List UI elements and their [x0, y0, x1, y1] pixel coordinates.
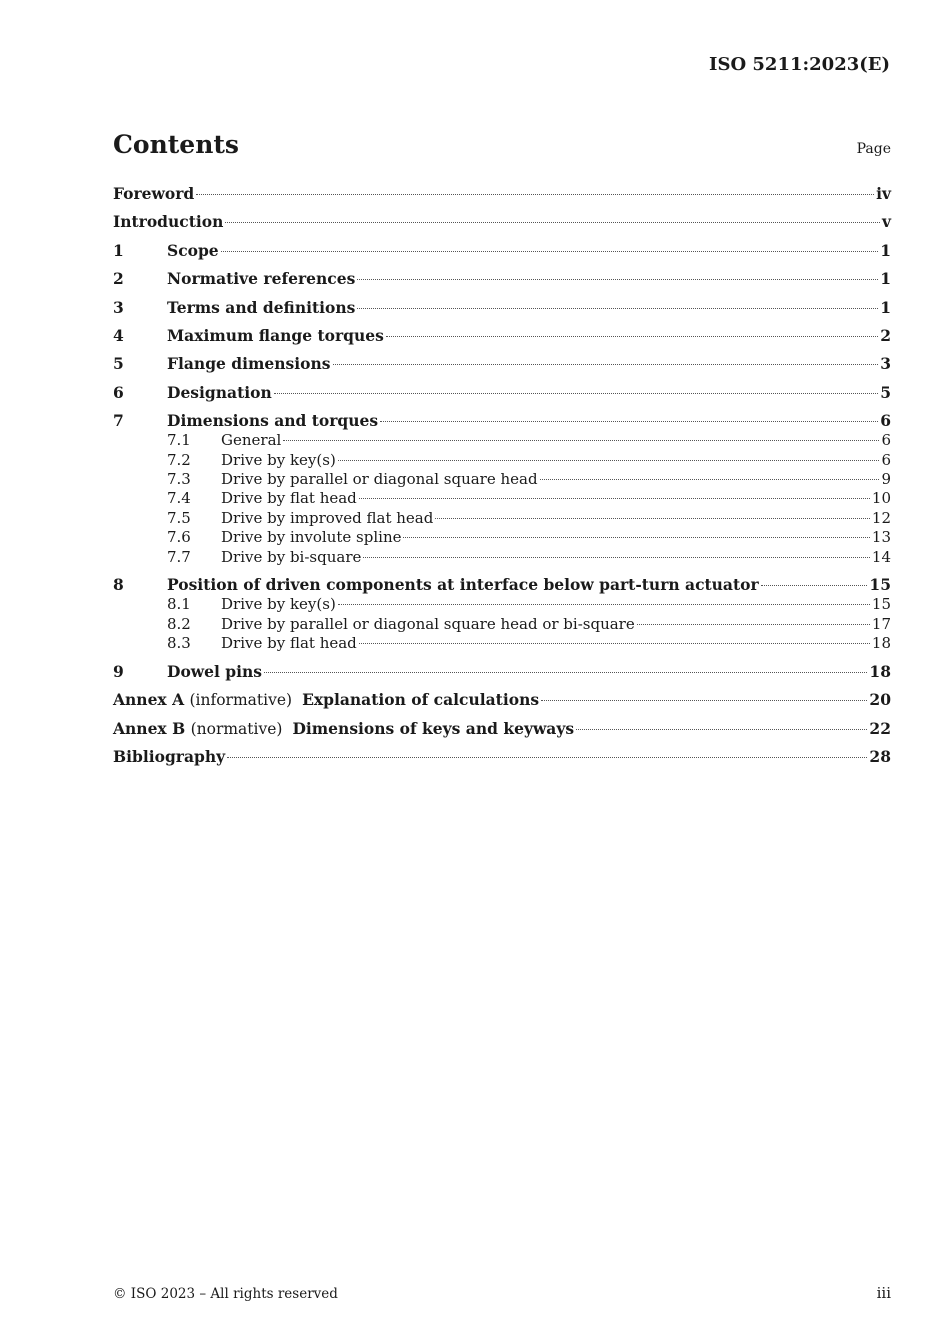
toc-title: Maximum flange torques [167, 325, 384, 345]
toc-page: 18 [869, 661, 891, 681]
table-of-contents [113, 184, 891, 767]
dot-leader [225, 222, 880, 223]
toc-entry-7-2[interactable] [113, 451, 891, 470]
toc-page: 6 [881, 431, 891, 450]
annex-type: (informative) [189, 691, 293, 710]
toc-page: 20 [869, 690, 891, 710]
toc-title: Dowel pins [167, 661, 262, 681]
dot-leader [227, 757, 867, 758]
dot-leader [576, 729, 867, 730]
toc-entry-introduction[interactable] [113, 212, 891, 232]
toc-entry-3[interactable] [113, 298, 891, 318]
toc-entry-1[interactable] [113, 241, 891, 261]
dot-leader [338, 460, 880, 461]
toc-entry-9[interactable] [113, 662, 891, 682]
toc-number: 9 [113, 661, 124, 681]
dot-leader [357, 279, 878, 280]
toc-number: 7.3 [167, 469, 191, 488]
toc-page: 12 [871, 508, 891, 527]
toc-number: 6 [113, 382, 124, 402]
annex-label: Annex A [113, 690, 185, 710]
dot-leader [435, 518, 870, 519]
toc-page: 1 [880, 297, 891, 317]
toc-entry-7-5[interactable] [113, 509, 891, 528]
toc-entry-6[interactable] [113, 383, 891, 403]
toc-entry-8-3[interactable] [113, 634, 891, 653]
toc-entry-annex-a[interactable] [113, 690, 891, 710]
dot-leader [357, 308, 878, 309]
toc-entry-7-3[interactable] [113, 470, 891, 489]
toc-page: 9 [881, 469, 891, 488]
contents-heading: Contents [113, 130, 240, 159]
toc-number: 8 [113, 575, 124, 595]
toc-page: 28 [869, 747, 891, 767]
toc-page: 17 [871, 614, 891, 633]
annex-label: Annex B [113, 718, 186, 738]
toc-title: Normative references [167, 269, 356, 289]
toc-number: 8.3 [167, 634, 191, 653]
toc-entry-foreword[interactable] [113, 184, 891, 204]
toc-annex-b [113, 719, 574, 739]
toc-page: 1 [880, 240, 891, 260]
toc-number: 7.1 [167, 431, 191, 450]
contents-heading-row [113, 130, 891, 159]
toc-title: Flange dimensions [167, 354, 331, 374]
toc-number: 7.2 [167, 450, 191, 469]
page-footer [113, 1284, 891, 1302]
toc-title: Drive by parallel or diagonal square head or bi-square [221, 614, 635, 633]
toc-entry-5[interactable] [113, 354, 891, 374]
dot-leader [540, 479, 880, 480]
toc-entry-7-7[interactable] [113, 548, 891, 567]
toc-page: 13 [871, 528, 891, 547]
toc-page: 14 [871, 547, 891, 566]
dot-leader [637, 624, 870, 625]
toc-page: 15 [869, 575, 891, 595]
toc-number: 3 [113, 297, 124, 317]
document-id: ISO 5211:2023(E) [709, 54, 890, 75]
dot-leader [333, 364, 879, 365]
toc-page: iv [876, 184, 891, 203]
toc-page: 2 [880, 325, 891, 345]
toc-number: 7 [113, 411, 124, 431]
toc-page: 10 [871, 489, 891, 508]
toc-page: 6 [881, 450, 891, 469]
toc-number: 7.4 [167, 489, 191, 508]
toc-title: Drive by parallel or diagonal square head [221, 469, 538, 488]
toc-title: Drive by improved flat head [221, 508, 434, 527]
toc-title: Drive by flat head [221, 634, 357, 653]
toc-number: 7.7 [167, 547, 191, 566]
toc-entry-bibliography[interactable] [113, 747, 891, 767]
toc-title: Drive by key(s) [221, 595, 336, 614]
dot-leader [386, 336, 878, 337]
toc-title: Drive by bi-square [221, 547, 362, 566]
toc-page: v [881, 212, 891, 232]
annex-title: Explanation of calculations [302, 690, 540, 710]
toc-number: 8.1 [167, 595, 191, 614]
toc-entry-annex-b[interactable] [113, 719, 891, 739]
dot-leader [359, 498, 870, 499]
toc-entry-7-6[interactable] [113, 528, 891, 547]
toc-title: Designation [167, 382, 272, 402]
toc-page: 1 [880, 269, 891, 289]
annex-type: (normative) [190, 719, 283, 738]
dot-leader [264, 672, 867, 673]
dot-leader [403, 537, 869, 538]
toc-entry-8[interactable] [113, 575, 891, 595]
dot-leader [338, 604, 870, 605]
toc-title: Position of driven components at interface below part-turn actuator [167, 575, 759, 595]
page-column-label: Page [856, 141, 891, 157]
dot-leader [283, 440, 879, 441]
toc-page: 5 [880, 382, 891, 402]
dot-leader [196, 194, 874, 195]
toc-page: 6 [880, 411, 891, 431]
dot-leader [363, 557, 870, 558]
toc-page: 18 [871, 634, 891, 653]
toc-title: General [221, 431, 282, 450]
toc-page: 3 [880, 354, 891, 374]
toc-annex-a [113, 690, 539, 710]
annex-title: Dimensions of keys and keyways [292, 718, 575, 738]
toc-page: 15 [871, 595, 891, 614]
toc-number: 7.5 [167, 508, 191, 527]
copyright-notice: © ISO 2023 – All rights reserved [113, 1286, 338, 1302]
toc-title: Foreword [113, 184, 195, 203]
toc-number: 2 [113, 269, 124, 289]
toc-number: 5 [113, 354, 124, 374]
toc-page: 22 [869, 718, 891, 738]
toc-title: Bibliography [113, 747, 226, 767]
toc-title: Introduction [113, 212, 224, 232]
toc-title: Terms and definitions [167, 297, 356, 317]
toc-title: Dimensions and torques [167, 411, 379, 431]
dot-leader [761, 585, 868, 586]
toc-number: 1 [113, 240, 124, 260]
toc-entry-7-1[interactable] [113, 431, 891, 450]
toc-title: Drive by involute spline [221, 528, 402, 547]
toc-entry-8-2[interactable] [113, 615, 891, 634]
toc-number: 4 [113, 325, 124, 345]
toc-entry-2[interactable] [113, 269, 891, 289]
dot-leader [541, 700, 867, 701]
page-number: iii [876, 1284, 891, 1302]
toc-title: Drive by flat head [221, 489, 357, 508]
dot-leader [221, 251, 879, 252]
dot-leader [274, 393, 878, 394]
toc-entry-4[interactable] [113, 326, 891, 346]
dot-leader [380, 421, 878, 422]
toc-number: 7.6 [167, 528, 191, 547]
toc-entry-8-1[interactable] [113, 595, 891, 614]
dot-leader [359, 643, 870, 644]
toc-entry-7[interactable] [113, 411, 891, 431]
toc-number: 8.2 [167, 614, 191, 633]
toc-entry-7-4[interactable] [113, 489, 891, 508]
toc-title: Scope [167, 240, 219, 260]
toc-title: Drive by key(s) [221, 450, 336, 469]
